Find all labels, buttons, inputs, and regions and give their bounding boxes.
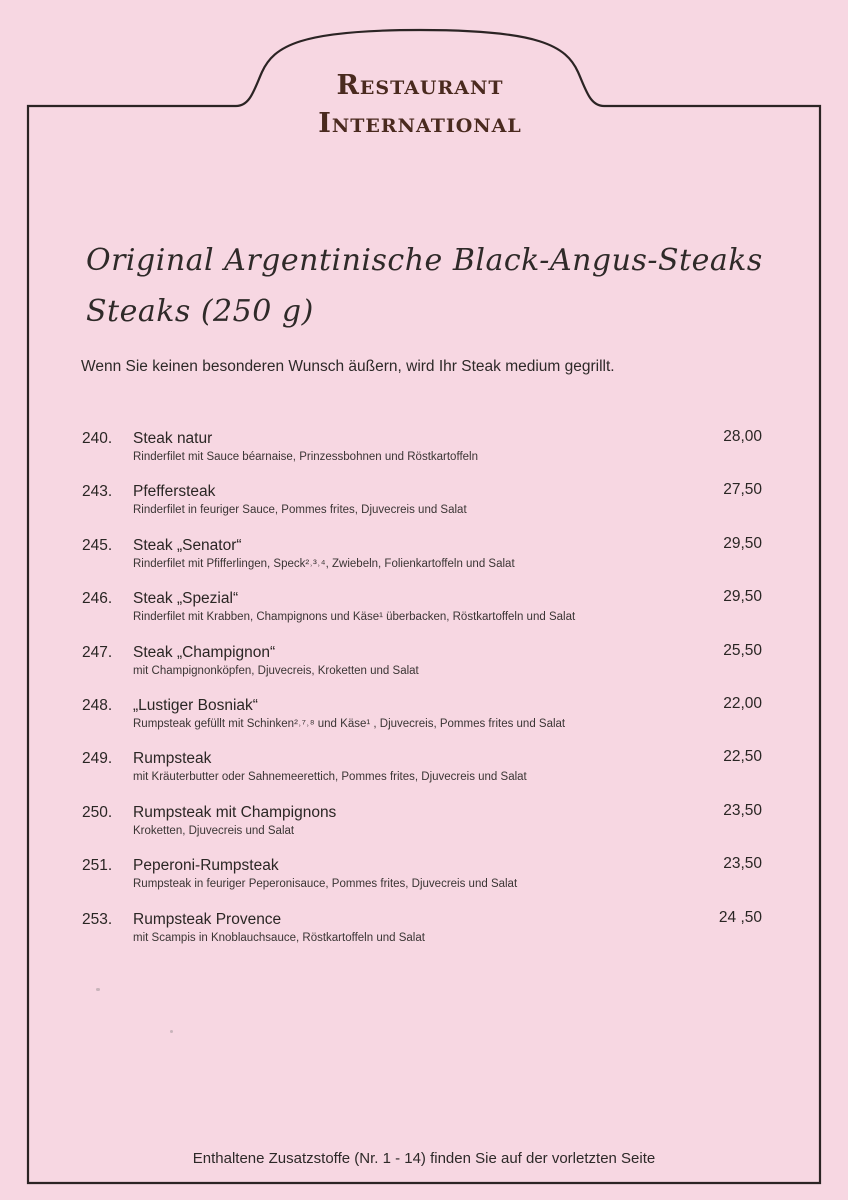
- item-name: „Lustiger Bosniak“: [133, 696, 258, 714]
- item-price: 22,50: [723, 748, 762, 766]
- item-name: Steak „Champignon“: [133, 643, 276, 661]
- item-number: 251.: [82, 857, 113, 875]
- restaurant-title-line1: Restaurant: [336, 70, 504, 101]
- item-number: 249.: [82, 750, 113, 768]
- item-price: 29,50: [723, 588, 762, 606]
- item-price: 28,00: [723, 428, 762, 445]
- item-name: Rumpsteak mit Champignons: [133, 803, 337, 821]
- item-price: 23,50: [723, 801, 762, 819]
- menu-item: [82, 428, 772, 481]
- item-description: mit Kräuterbutter oder Sahnemeerettich, Pommes frites, Djuvecreis und Salat: [133, 771, 527, 784]
- item-number: 246.: [82, 590, 113, 608]
- menu-item: [82, 909, 772, 962]
- menu-item: [82, 535, 772, 588]
- section-subheading: Steaks (250 g): [86, 294, 314, 329]
- menu-item: [82, 748, 772, 801]
- item-description: Rinderfilet mit Krabben, Champignons und Käse¹ überbacken, Röstkartoffeln und Salat: [133, 611, 576, 624]
- item-price: 25,50: [723, 641, 762, 659]
- additives-footnote: Enthaltene Zusatzstoffe (Nr. 1 - 14) finden Sie auf der vorletzten Seite: [192, 1150, 656, 1167]
- grill-note: Wenn Sie keinen besonderen Wunsch äußern, wird Ihr Steak medium gegrillt.: [81, 358, 615, 375]
- item-price: 23,50: [723, 855, 762, 873]
- item-number: 250.: [82, 803, 113, 821]
- section-heading: Original Argentinische Black-Angus-Steaks: [86, 243, 763, 278]
- item-price: 22,00: [723, 694, 762, 712]
- item-description: Rinderfilet in feuriger Sauce, Pommes frites, Djuvecreis und Salat: [133, 504, 467, 517]
- menu-item-list: [82, 428, 772, 962]
- item-name: Steak „Spezial“: [133, 590, 239, 608]
- item-description: Kroketten, Djuvecreis und Salat: [133, 824, 295, 837]
- item-description: mit Champignonköpfen, Djuvecreis, Kroketten und Salat: [133, 664, 419, 677]
- item-description: mit Scampis in Knoblauchsauce, Röstkartoffeln und Salat: [133, 931, 425, 944]
- paper-speck: [96, 988, 100, 991]
- item-number: 245.: [82, 536, 113, 554]
- item-price: 27,50: [723, 481, 762, 499]
- item-number: 253.: [82, 910, 113, 928]
- item-price: 29,50: [723, 534, 762, 552]
- item-description: Rinderfilet mit Sauce béarnaise, Prinzessbohnen und Röstkartoffeln: [133, 451, 478, 463]
- menu-item: [82, 588, 772, 641]
- menu-item: [82, 642, 772, 695]
- menu-item: [82, 481, 772, 534]
- item-description: Rumpsteak gefüllt mit Schinken²˒⁷˒⁸ und Käse¹ , Djuvecreis, Pommes frites und Salat: [133, 717, 566, 730]
- item-number: 247.: [82, 643, 113, 661]
- restaurant-title-line2: International: [318, 108, 522, 139]
- item-name: Pfeffersteak: [133, 483, 216, 501]
- item-name: Steak „Senator“: [133, 536, 242, 554]
- item-number: 248.: [82, 696, 113, 714]
- item-name: Rumpsteak: [133, 750, 212, 768]
- item-price: 24 ,50: [718, 908, 762, 926]
- item-number: 243.: [82, 483, 113, 501]
- paper-speck: [170, 1030, 173, 1033]
- item-number: 240.: [82, 430, 113, 447]
- item-description: Rumpsteak in feuriger Peperonisauce, Pommes frites, Djuvecreis und Salat: [133, 878, 518, 891]
- menu-item: [82, 695, 772, 748]
- menu-item: [82, 802, 772, 855]
- menu-item: [82, 855, 772, 908]
- item-name: Steak natur: [133, 430, 213, 447]
- item-description: Rinderfilet mit Pfifferlingen, Speck²˒³˒⁴, Zwiebeln, Folienkartoffeln und Salat: [133, 557, 515, 570]
- item-name: Peperoni-Rumpsteak: [133, 857, 279, 875]
- item-name: Rumpsteak Provence: [133, 910, 282, 928]
